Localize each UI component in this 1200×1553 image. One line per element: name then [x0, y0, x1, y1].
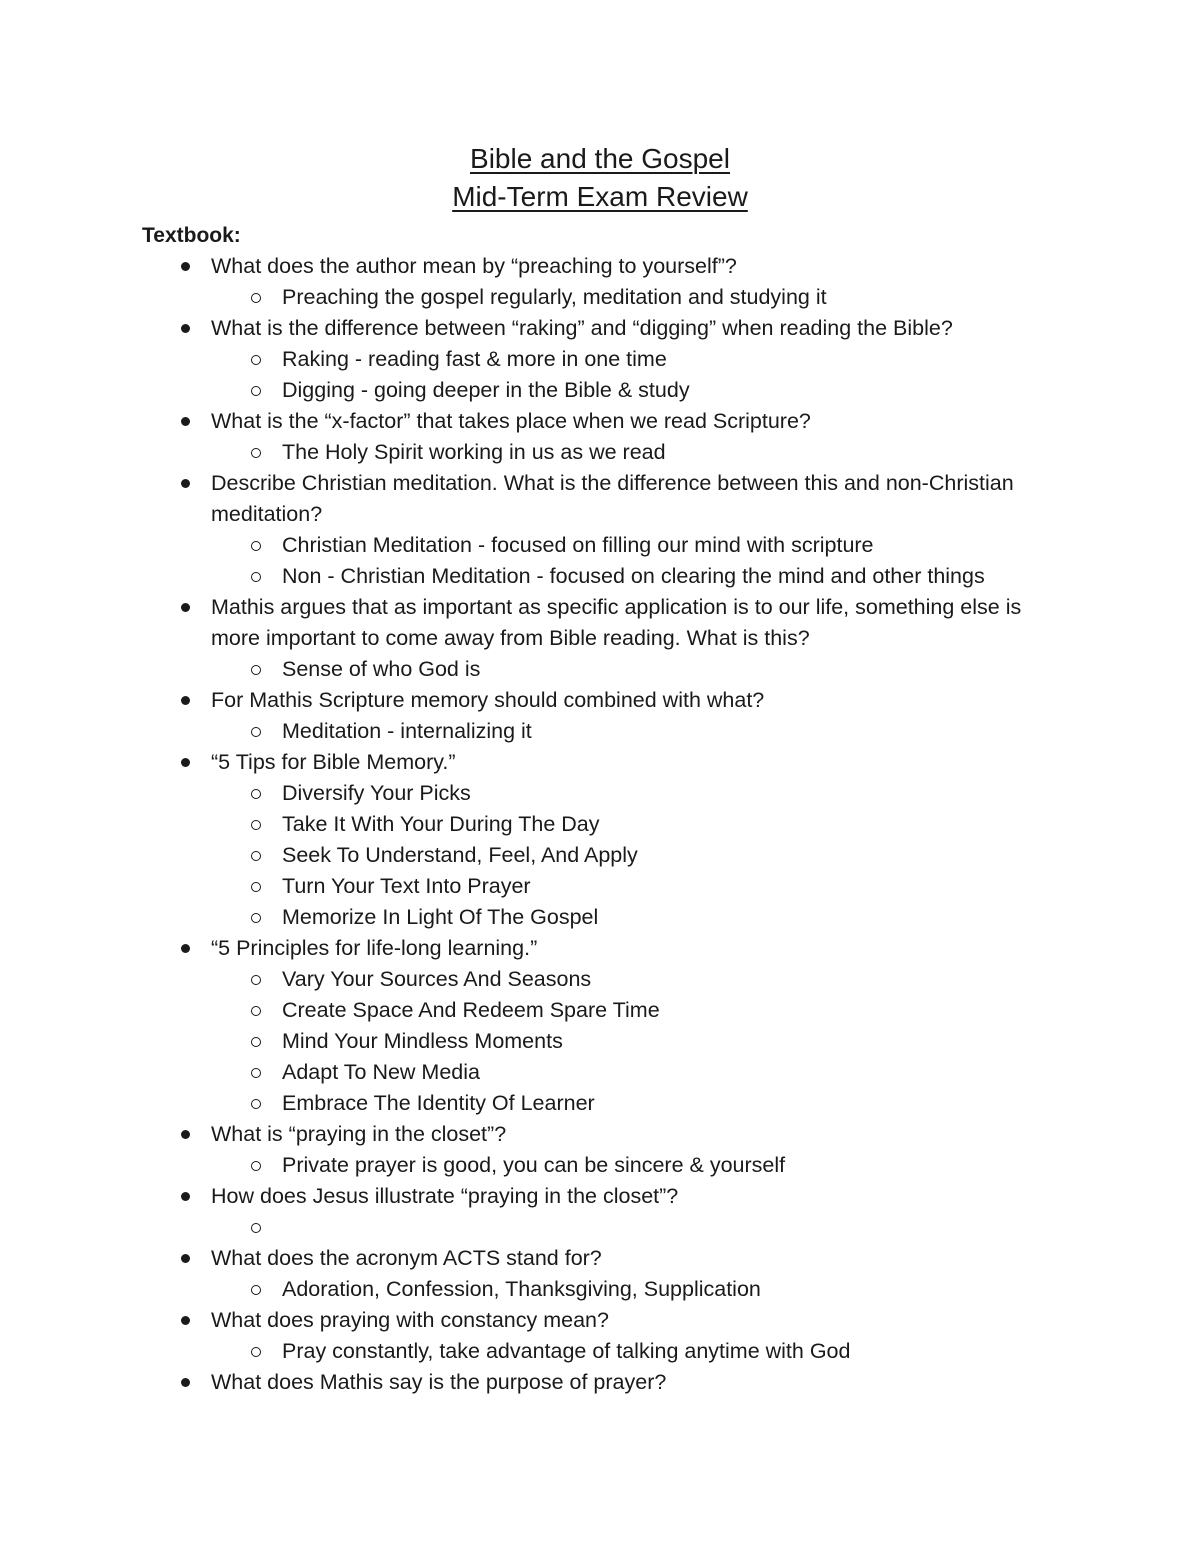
question-text: What does the author mean by “preaching to yourself”? [211, 254, 737, 278]
filled-bullet-icon [178, 468, 192, 499]
answer-text: Meditation - internalizing it [282, 719, 532, 743]
answer-text: Diversify Your Picks [282, 781, 471, 805]
hollow-bullet-icon [249, 282, 263, 313]
question-item [0, 933, 1200, 1119]
question-item [0, 313, 1200, 406]
question-text: What does Mathis say is the purpose of prayer? [211, 1370, 667, 1394]
question-text: What is “praying in the closet”? [211, 1122, 507, 1146]
answer-list [0, 964, 1200, 1119]
filled-bullet-icon [178, 1367, 192, 1398]
question-row [0, 406, 1071, 437]
review-question-list [0, 251, 1200, 1398]
question-row [0, 1181, 1071, 1212]
filled-bullet-icon [178, 1119, 192, 1150]
answer-item [0, 375, 1200, 406]
question-item [0, 1181, 1200, 1243]
hollow-bullet-icon [249, 778, 263, 809]
answer-list [0, 654, 1200, 685]
filled-bullet-icon [178, 747, 192, 778]
answer-text: Mind Your Mindless Moments [282, 1029, 563, 1053]
hollow-bullet-icon [249, 871, 263, 902]
hollow-bullet-icon [249, 1057, 263, 1088]
answer-text: Preaching the gospel regularly, meditation and studying it [282, 285, 827, 309]
question-row [0, 592, 1071, 654]
answer-item [0, 654, 1200, 685]
answer-item [0, 1336, 1200, 1367]
hollow-bullet-icon [249, 437, 263, 468]
answer-text: Pray constantly, take advantage of talking anytime with God [282, 1339, 851, 1363]
answer-list [0, 530, 1200, 592]
question-text: What is the “x-factor” that takes place when we read Scripture? [211, 409, 811, 433]
answer-text: Adapt To New Media [282, 1060, 480, 1084]
answer-list [0, 344, 1200, 406]
filled-bullet-icon [178, 406, 192, 437]
answer-text: Adoration, Confession, Thanksgiving, Supplication [282, 1277, 761, 1301]
hollow-bullet-icon [249, 1150, 263, 1181]
question-text: “5 Principles for life-long learning.” [211, 936, 538, 960]
answer-list [0, 778, 1200, 933]
answer-list [0, 1274, 1200, 1305]
answer-text: Digging - going deeper in the Bible & study [282, 378, 690, 402]
answer-item [0, 282, 1200, 313]
answer-text: Seek To Understand, Feel, And Apply [282, 843, 638, 867]
answer-item [0, 1150, 1200, 1181]
answer-text: The Holy Spirit working in us as we read [282, 440, 666, 464]
question-row [0, 685, 1071, 716]
filled-bullet-icon [178, 251, 192, 282]
answer-item [0, 840, 1200, 871]
question-item [0, 251, 1200, 313]
answer-item [0, 902, 1200, 933]
hollow-bullet-icon [249, 561, 263, 592]
answer-list [0, 437, 1200, 468]
answer-list [0, 716, 1200, 747]
question-item [0, 1367, 1200, 1398]
filled-bullet-icon [178, 1243, 192, 1274]
question-item [0, 1305, 1200, 1367]
answer-item [0, 778, 1200, 809]
answer-item [0, 1088, 1200, 1119]
exam-title: Mid-Term Exam Review [452, 181, 748, 212]
hollow-bullet-icon [249, 1274, 263, 1305]
question-row [0, 747, 1071, 778]
question-item [0, 592, 1200, 685]
section-label-textbook: Textbook: [142, 224, 241, 247]
answer-list [0, 282, 1200, 313]
answer-item [0, 1026, 1200, 1057]
question-row [0, 313, 1071, 344]
question-text: Describe Christian meditation. What is the difference between this and non-Christian meditation? [211, 471, 1014, 526]
question-item [0, 1119, 1200, 1181]
answer-text: Create Space And Redeem Spare Time [282, 998, 660, 1022]
answer-text: Vary Your Sources And Seasons [282, 967, 592, 991]
hollow-bullet-icon [249, 902, 263, 933]
answer-text: Embrace The Identity Of Learner [282, 1091, 595, 1115]
filled-bullet-icon [178, 1181, 192, 1212]
answer-list [0, 1150, 1200, 1181]
hollow-bullet-icon [249, 840, 263, 871]
question-text: Mathis argues that as important as specific application is to our life, something else is more important to come away from Bible reading. What is this? [211, 595, 1022, 650]
filled-bullet-icon [178, 933, 192, 964]
document-title [0, 140, 1200, 216]
answer-item [0, 1274, 1200, 1305]
filled-bullet-icon [178, 592, 192, 623]
answer-text: Christian Meditation - focused on filling our mind with scripture [282, 533, 874, 557]
answer-item [0, 561, 1200, 592]
question-text: How does Jesus illustrate “praying in the closet”? [211, 1184, 679, 1208]
answer-item [0, 809, 1200, 840]
question-row [0, 1367, 1071, 1398]
answer-text: Sense of who God is [282, 657, 481, 681]
filled-bullet-icon [178, 313, 192, 344]
answer-list [0, 1212, 1200, 1243]
course-title: Bible and the Gospel [470, 143, 730, 174]
question-row [0, 251, 1071, 282]
question-text: What does the acronym ACTS stand for? [211, 1246, 602, 1270]
question-text: “5 Tips for Bible Memory.” [211, 750, 456, 774]
hollow-bullet-icon [249, 995, 263, 1026]
answer-list [0, 1336, 1200, 1367]
question-item [0, 1243, 1200, 1305]
answer-text: Turn Your Text Into Prayer [282, 874, 531, 898]
answer-text: Memorize In Light Of The Gospel [282, 905, 599, 929]
question-text: What is the difference between “raking” and “digging” when reading the Bible? [211, 316, 953, 340]
question-text: For Mathis Scripture memory should combined with what? [211, 688, 765, 712]
answer-item [0, 344, 1200, 375]
answer-text: Private prayer is good, you can be sincere & yourself [282, 1153, 786, 1177]
question-row [0, 1243, 1071, 1274]
question-row [0, 933, 1071, 964]
question-item [0, 747, 1200, 933]
answer-item [0, 1212, 1200, 1243]
question-text: What does praying with constancy mean? [211, 1308, 609, 1332]
answer-item [0, 995, 1200, 1026]
answer-text: Take It With Your During The Day [282, 812, 600, 836]
hollow-bullet-icon [249, 530, 263, 561]
answer-item [0, 437, 1200, 468]
hollow-bullet-icon [249, 375, 263, 406]
question-item [0, 685, 1200, 747]
filled-bullet-icon [178, 1305, 192, 1336]
hollow-bullet-icon [249, 344, 263, 375]
hollow-bullet-icon [249, 1088, 263, 1119]
question-row [0, 468, 1071, 530]
answer-text: Non - Christian Meditation - focused on clearing the mind and other things [282, 564, 985, 588]
question-row [0, 1119, 1071, 1150]
hollow-bullet-icon [249, 654, 263, 685]
answer-item [0, 964, 1200, 995]
hollow-bullet-icon [249, 1026, 263, 1057]
filled-bullet-icon [178, 685, 192, 716]
answer-item [0, 530, 1200, 561]
answer-item [0, 871, 1200, 902]
hollow-bullet-icon [249, 809, 263, 840]
question-item [0, 406, 1200, 468]
hollow-bullet-icon [249, 1336, 263, 1367]
question-item [0, 468, 1200, 592]
hollow-bullet-icon [249, 964, 263, 995]
hollow-bullet-icon [249, 1212, 263, 1243]
hollow-bullet-icon [249, 716, 263, 747]
answer-text: Raking - reading fast & more in one time [282, 347, 667, 371]
answer-item [0, 1057, 1200, 1088]
answer-item [0, 716, 1200, 747]
question-row [0, 1305, 1071, 1336]
